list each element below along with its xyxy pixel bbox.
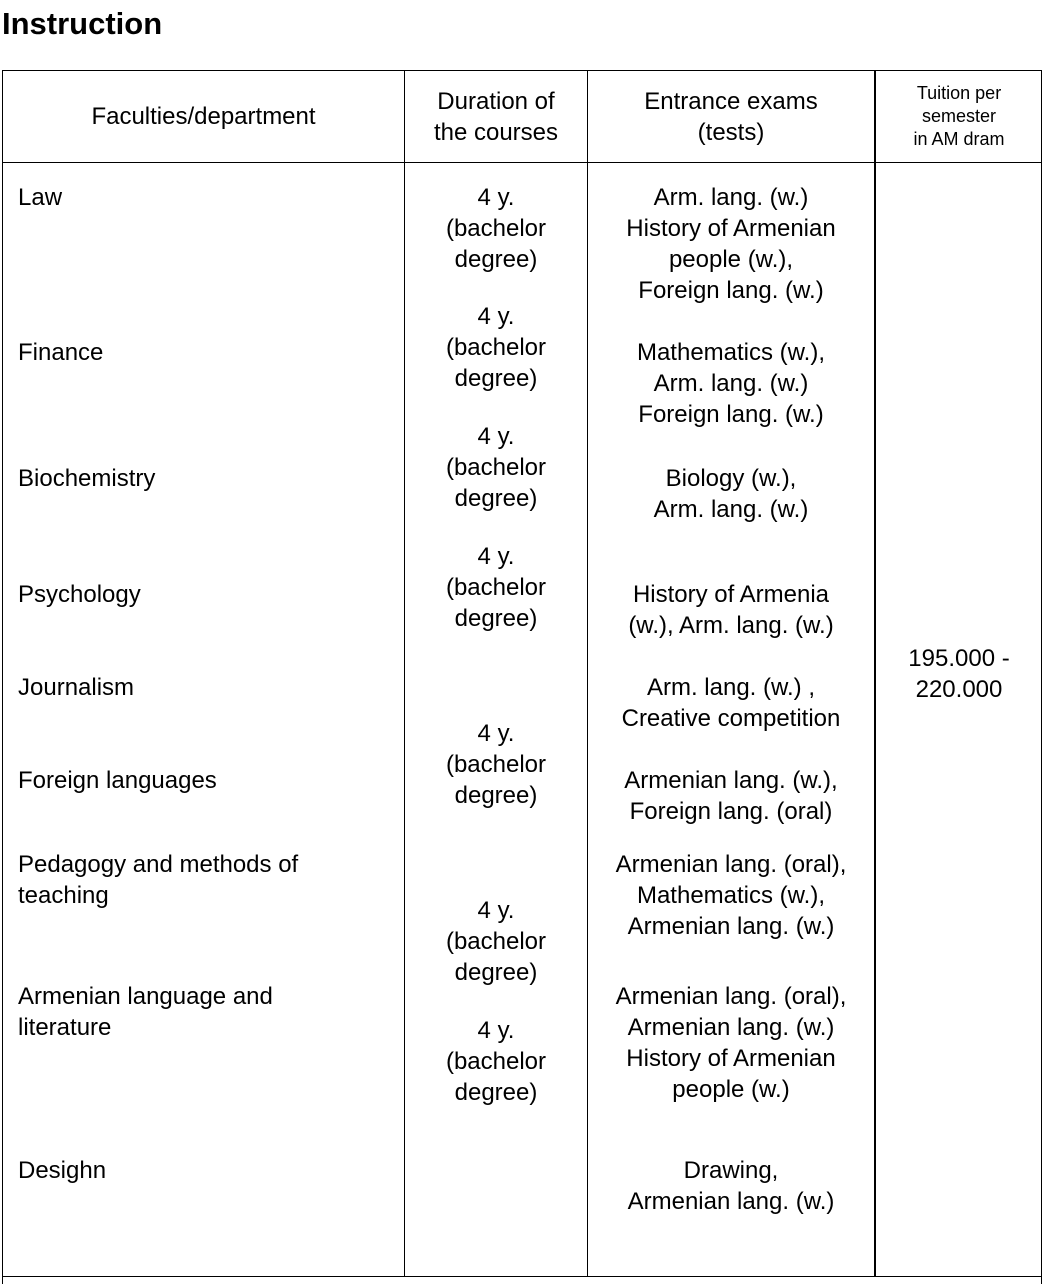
exams-cell: Armenian lang. (w.), Foreign lang. (oral) bbox=[624, 767, 838, 825]
duration-cell: 4 y. (bachelor degree) bbox=[445, 897, 547, 986]
faculty-cell: Law bbox=[18, 184, 63, 211]
header-exams: Entrance exams (tests) bbox=[644, 88, 818, 146]
duration-cell: 4 y. (bachelor degree) bbox=[445, 303, 547, 392]
exams-cell: Armenian lang. (oral), Armenian lang. (w.) History of Armenian people (w.) bbox=[615, 983, 847, 1103]
exams-cell: Mathematics (w.), Arm. lang. (w.) Foreign lang. (w.) bbox=[636, 339, 826, 428]
header-faculty: Faculties/department bbox=[91, 103, 316, 130]
faculty-cell: Pedagogy and methods of teaching bbox=[18, 851, 299, 909]
exams-cell: Arm. lang. (w.) History of Armenian people (w.), Foreign lang. (w.) bbox=[626, 184, 836, 304]
tuition-cell: 195.000 - 220.000 bbox=[908, 645, 1010, 703]
header-duration: Duration of the courses bbox=[433, 88, 559, 146]
duration-cell: 4 y. (bachelor degree) bbox=[445, 720, 547, 809]
duration-cell: 4 y. (bachelor degree) bbox=[445, 1017, 547, 1106]
duration-cell: 4 y. (bachelor degree) bbox=[445, 543, 547, 632]
header-tuition: Tuition per semester in AM dram bbox=[913, 83, 1005, 149]
faculty-cell: Psychology bbox=[18, 581, 141, 608]
duration-cell: 4 y. (bachelor degree) bbox=[445, 184, 547, 273]
header-divider bbox=[3, 162, 1041, 163]
faculty-cell: Finance bbox=[18, 339, 104, 366]
duration-cell: 4 y. (bachelor degree) bbox=[445, 423, 547, 512]
faculty-cell: Armenian language and literature bbox=[18, 983, 273, 1041]
exams-cell: Biology (w.), Arm. lang. (w.) bbox=[653, 465, 809, 523]
faculty-cell: Journalism bbox=[18, 674, 135, 701]
exams-cell: Armenian lang. (oral), Mathematics (w.), Armenian lang. (w.) bbox=[615, 851, 847, 940]
exams-cell: Arm. lang. (w.) , Creative competition bbox=[621, 674, 841, 732]
tuition-table bbox=[2, 70, 1042, 1284]
faculty-cell: Foreign languages bbox=[18, 767, 217, 794]
table-bottom-rule bbox=[3, 1276, 1041, 1277]
page-title: Instruction bbox=[2, 6, 163, 41]
exams-cell: History of Armenia (w.), Arm. lang. (w.) bbox=[628, 581, 834, 639]
exams-cell: Drawing, Armenian lang. (w.) bbox=[627, 1157, 835, 1215]
faculty-cell: Desighn bbox=[18, 1157, 107, 1184]
faculty-cell: Biochemistry bbox=[18, 465, 156, 492]
